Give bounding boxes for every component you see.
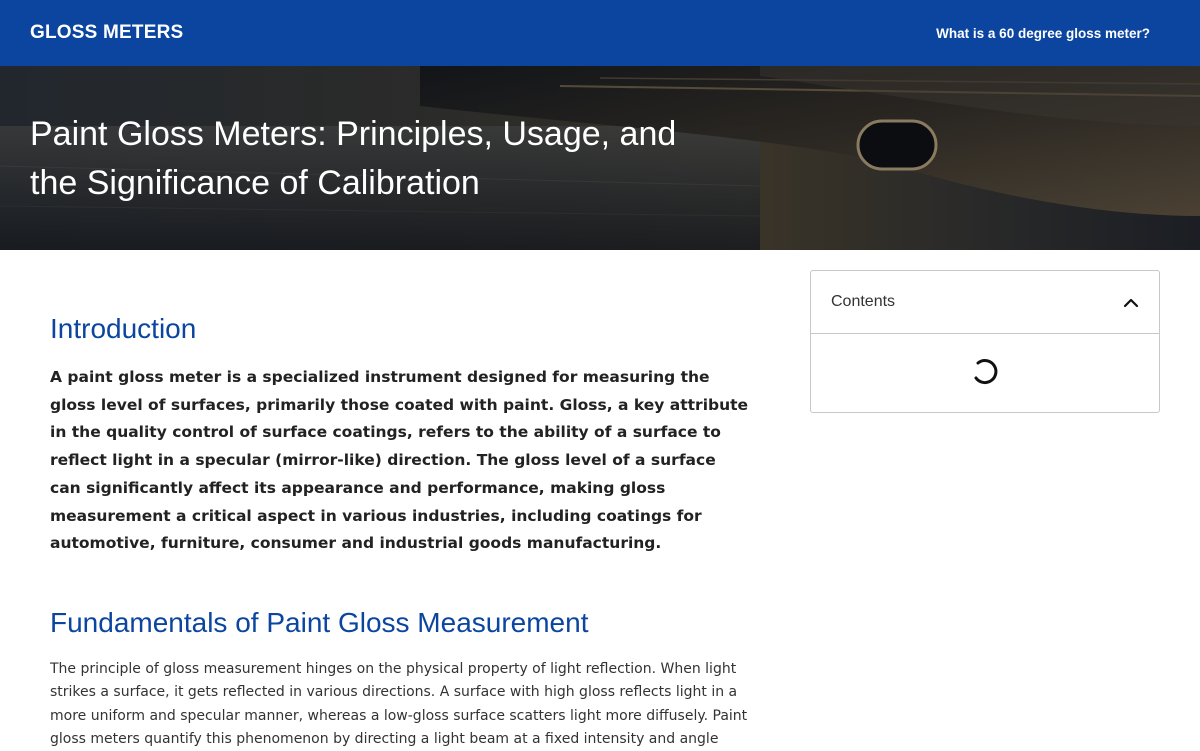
main-content — [0, 250, 1200, 747]
section-heading-fundamentals: Fundamentals of Paint Gloss Measurement — [50, 606, 589, 638]
toc-toggle[interactable] — [811, 271, 1159, 334]
site-header — [0, 0, 1200, 66]
toc-body — [811, 334, 1159, 412]
introduction-paragraph: A paint gloss meter is a specialized instrument designed for measuring the gloss level of surfaces, primarily those coated with paint. Gloss, a key attribute in the quality control of surface coatings, refers to the ability of a surface to reflect light in a specular (mirror-like) direction. The gloss level of a surface can significantly affect its appearance and performance, making gloss measurement a critical aspect in various industries, including coatings for automotive, furniture, consumer and industrial goods manufacturing. — [50, 368, 749, 553]
toc-title: Contents — [831, 293, 896, 310]
page-title: Paint Gloss Meters: Principles, Usage, and the Significance of Calibration — [30, 115, 677, 202]
table-of-contents — [810, 270, 1160, 413]
section-heading-introduction: Introduction — [50, 313, 197, 344]
nav-link-60-degree[interactable]: What is a 60 degree gloss meter? — [936, 25, 1150, 41]
hero-banner — [0, 66, 1200, 250]
chevron-up-icon[interactable] — [1123, 293, 1139, 312]
article-body — [50, 312, 750, 751]
site-logo-link[interactable]: GLOSS METERS — [30, 22, 184, 43]
fundamentals-paragraph: The principle of gloss measurement hinges on the physical property of light reflection. When light strikes a surface, it gets reflected in various directions. A surface with high gloss reflects light in a more uniform and specular manner, whereas a low-gloss surface scatters light more diffusely. Paint gloss meters quantify this phenomenon by directing a light beam at a fixed intensity and angle — [50, 660, 748, 747]
spinner-icon — [968, 354, 1002, 392]
